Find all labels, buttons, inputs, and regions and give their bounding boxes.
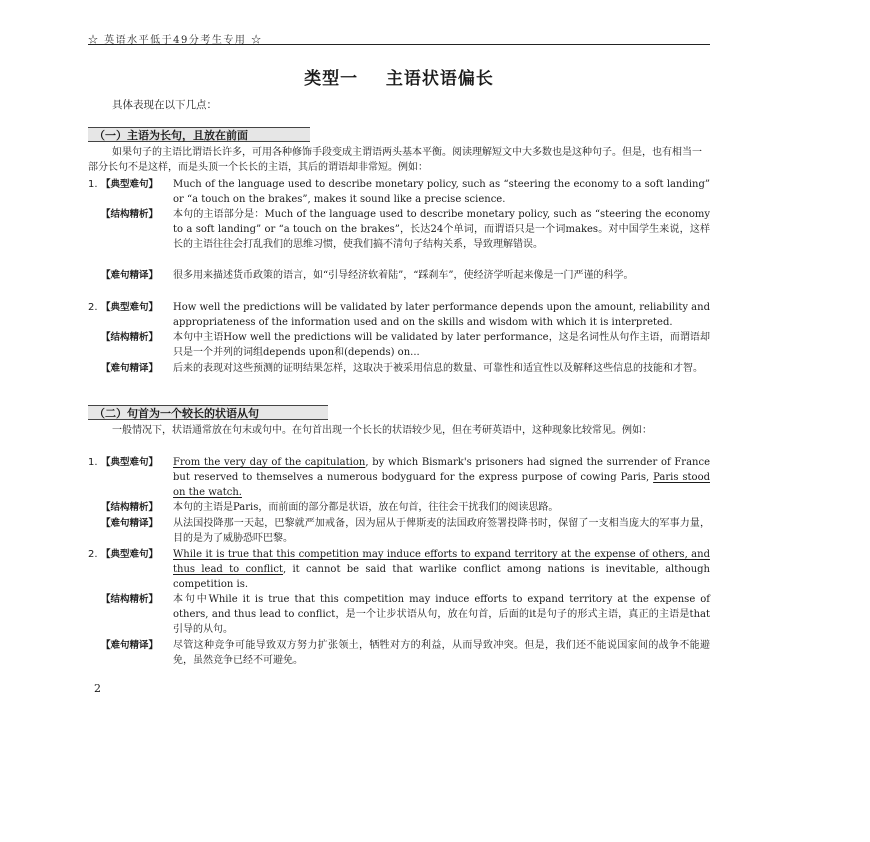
analysis-label: 【结构精析】: [101, 209, 159, 220]
sentence-middle: , it cannot be said that warlike conflict among nations is inevitable, although competition is.: [173, 564, 710, 590]
underlined-phrase: From the very day of the capitulation: [173, 457, 366, 468]
s2-ex1-typical: [88, 455, 710, 500]
document-page: [88, 0, 710, 842]
section-1-paragraph: 如果句子的主语比谓语长许多，可用各种修饰手段变成主谓语两头基本平衡。阅读理解短文中大多数也是这种句子。但是，也有相当一部分长句不是这样，而是头顶一个长长的主语，其后的谓语却非常短。例如：: [88, 147, 702, 173]
translation-label: 【难句精译】: [101, 270, 159, 281]
typical-sentence: [173, 455, 710, 500]
translation-text: 尽管这种竞争可能导致双方努力扩张领土，牺牲对方的利益，从而导致冲突。但是，我们还不能说国家间的战争不能避免，虽然竞争已经不可避免。: [173, 640, 710, 666]
underlined-phrase: Paris stood on the watch.: [173, 472, 710, 498]
s1-ex1-analysis: [88, 207, 710, 252]
example-number: 2.: [88, 549, 98, 560]
typical-sentence: How well the predictions will be validated by later performance depends upon the amount, reliability and appropriateness of the information used and on the skills and wisdom with which it is interpreted.: [173, 302, 710, 328]
translation-text: 很多用来描述货币政策的语言，如“引导经济软着陆”，“踩刹车”，使经济学听起来像是一门严谨的科学。: [173, 270, 634, 281]
section-2-paragraph: 一般情况下，状语通常放在句末或句中。在句首出现一个长长的状语较少见，但在考研英语中，这种现象比较常见。例如：: [112, 425, 652, 436]
header-rule: [88, 44, 710, 45]
analysis-text: 本句的主语部分是：Much of the language used to describe monetary policy, such as “steering the economy to a soft landing” or “a touch on the brakes”，长达24个单词，而谓语只是一个词makes。对中国学生来说，这样长的主语往往会打乱我们的思维习惯，使我们搞不清句子结构关系，导致理解错误。: [173, 209, 710, 250]
s2-ex2-analysis: [88, 592, 710, 637]
analysis-label: 【结构精析】: [101, 502, 159, 513]
s2-ex1-translation: [88, 516, 710, 546]
translation-label: 【难句精译】: [101, 518, 159, 529]
section-heading-2: （二）句首为一个较长的状语从句: [88, 405, 328, 420]
s2-ex2-translation: [88, 638, 710, 668]
intro-text: 具体表现在以下几点：: [112, 99, 217, 111]
translation-label: 【难句精译】: [101, 363, 159, 374]
typical-label: 【典型难句】: [101, 457, 159, 468]
s2-ex1-analysis: [88, 500, 710, 515]
typical-label: 【典型难句】: [101, 179, 159, 190]
analysis-text: 本句中主语How well the predictions will be validated by later performance，这是名词性从句作主语，而谓语却只是一个并列的词组depends upon和(depends) on...: [173, 332, 710, 358]
typical-sentence: Much of the language used to describe monetary policy, such as “steering the economy to a soft landing” or “a touch on the brakes”, makes it sound like a precise science.: [173, 179, 710, 205]
s1-ex2-typical: [88, 300, 710, 330]
example-number: 2.: [88, 302, 98, 313]
translation-text: 后来的表现对这些预测的证明结果怎样，这取决于被采用信息的数量、可靠性和适宜性以及解释这些信息的技能和才智。: [173, 363, 703, 374]
analysis-label: 【结构精析】: [101, 594, 159, 605]
page-title: 类型一 主语状语偏长: [304, 69, 494, 89]
s2-ex2-typical: [88, 547, 710, 592]
underlined-phrase: While it is true that this competition may induce efforts to expand territory at the expense of others, and thus lead to conflict: [173, 549, 710, 575]
s1-ex1-translation: [88, 268, 710, 283]
section-heading-1: （一）主语为长句，且放在前面: [88, 127, 310, 142]
typical-label: 【典型难句】: [101, 549, 159, 560]
translation-text: 从法国投降那一天起，巴黎就严加戒备，因为屈从于俾斯麦的法国政府签署投降书时，保留了一支相当庞大的军事力量，目的是为了威胁恐吓巴黎。: [173, 518, 710, 544]
analysis-text: 本句的主语是Paris，而前面的部分都是状语，放在句首，往往会干扰我们的阅读思路。: [173, 502, 559, 513]
s1-ex2-translation: [88, 361, 710, 376]
translation-label: 【难句精译】: [101, 640, 159, 651]
analysis-label: 【结构精析】: [101, 332, 159, 343]
s1-ex2-analysis: [88, 330, 710, 360]
page-number: 2: [94, 682, 101, 695]
example-number: 1.: [88, 179, 98, 190]
example-number: 1.: [88, 457, 98, 468]
s1-ex1-typical: [88, 177, 710, 207]
analysis-text: 本句中While it is true that this competition may induce efforts to expand territory at the expense of others, and thus lead to conflict，是一个让步状语从句，放在句首，后面的it是句子的形式主语，真正的主语是that引导的从句。: [173, 594, 710, 635]
typical-sentence: [173, 547, 710, 592]
typical-label: 【典型难句】: [101, 302, 159, 313]
running-header: ☆ 英语水平低于49分考生专用 ☆: [88, 35, 263, 46]
sentence-middle: , by which Bismark's prisoners had signed the surrender of France but reserved to themselves a numerous bodyguard for the express purpose of cowing Paris,: [173, 457, 710, 483]
